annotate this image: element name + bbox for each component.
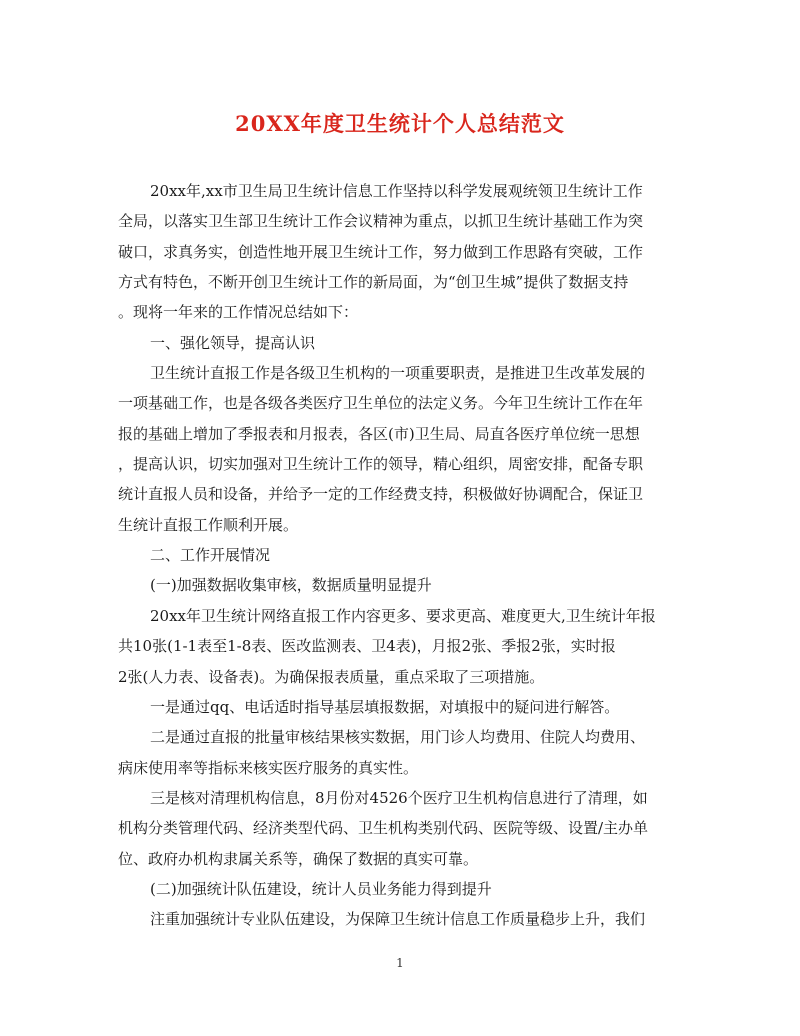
text-line: 统计直报人员和设备，并给予一定的工作经费支持，积极做好协调配合，保证卫	[118, 485, 644, 504]
text-line: 20xx年,xx市卫生局卫生统计信息工作坚持以科学发展观统领卫生统计工作	[150, 182, 643, 200]
text-line: 。现将一年来的工作情况总结如下：	[118, 303, 359, 322]
text-line: 报的基础上增加了季报表和月报表，各区(市)卫生局、局直各医疗单位统一思想	[118, 424, 640, 443]
text-line: 方式有特色，不断开创卫生统计工作的新局面，为“创卫生城”提供了数据支持	[118, 273, 629, 292]
text-line: 2张(人力表、设备表)。为确保报表质量，重点采取了三项措施。	[118, 667, 545, 686]
text-line: 破口，求真务实，创造性地开展卫生统计工作，努力做到工作思路有突破，工作	[118, 242, 644, 261]
text-line: 共10张(1-1表至1-8表、医改监测表、卫4表)，月报2张、季报2张，实时报	[118, 637, 616, 656]
text-line: (二)加强统计队伍建设，统计人员业务能力得到提升	[150, 879, 492, 898]
text-line: 全局，以落实卫生部卫生统计工作会议精神为重点，以抓卫生统计基础工作为突	[118, 212, 644, 231]
text-line: (一)加强数据收集审核，数据质量明显提升	[150, 576, 432, 595]
text-line: 二、工作开展情况	[150, 546, 271, 565]
text-line: 二是通过直报的批量审核结果核实数据，用门诊人均费用、住院人均费用、	[150, 728, 646, 747]
text-line: 机构分类管理代码、经济类型代码、卫生机构类别代码、医院等级、设置/主办单	[118, 819, 649, 838]
text-line: 一是通过qq、电话适时指导基层填报数据，对填报中的疑问进行解答。	[150, 697, 620, 716]
text-line: 生统计直报工作顺利开展。	[118, 515, 299, 534]
text-line: 一项基础工作，也是各级各类医疗卫生单位的法定义务。今年卫生统计工作在年	[118, 394, 644, 413]
document-body	[118, 176, 688, 935]
text-line: 一、强化领导，提高认识	[150, 333, 316, 352]
text-line: 卫生统计直报工作是各级卫生机构的一项重要职责，是推进卫生改革发展的	[150, 364, 646, 383]
text-line: 病床使用率等指标来核实医疗服务的真实性。	[118, 758, 419, 777]
text-line: 20xx年卫生统计网络直报工作内容更多、要求更高、难度更大,卫生统计年报	[150, 606, 656, 625]
text-line: 位、政府办机构隶属关系等，确保了数据的真实可靠。	[118, 849, 479, 868]
page-number: 1	[396, 956, 404, 970]
text-line: 注重加强统计专业队伍建设，为保障卫生统计信息工作质量稳步上升，我们	[150, 910, 646, 929]
document-title: 20XX年度卫生统计个人总结范文	[235, 111, 565, 136]
text-line: 三是核对清理机构信息，8月份对4526个医疗卫生机构信息进行了清理，如	[150, 788, 648, 807]
text-line: ，提高认识，切实加强对卫生统计工作的领导，精心组织，周密安排，配备专职	[118, 455, 644, 474]
